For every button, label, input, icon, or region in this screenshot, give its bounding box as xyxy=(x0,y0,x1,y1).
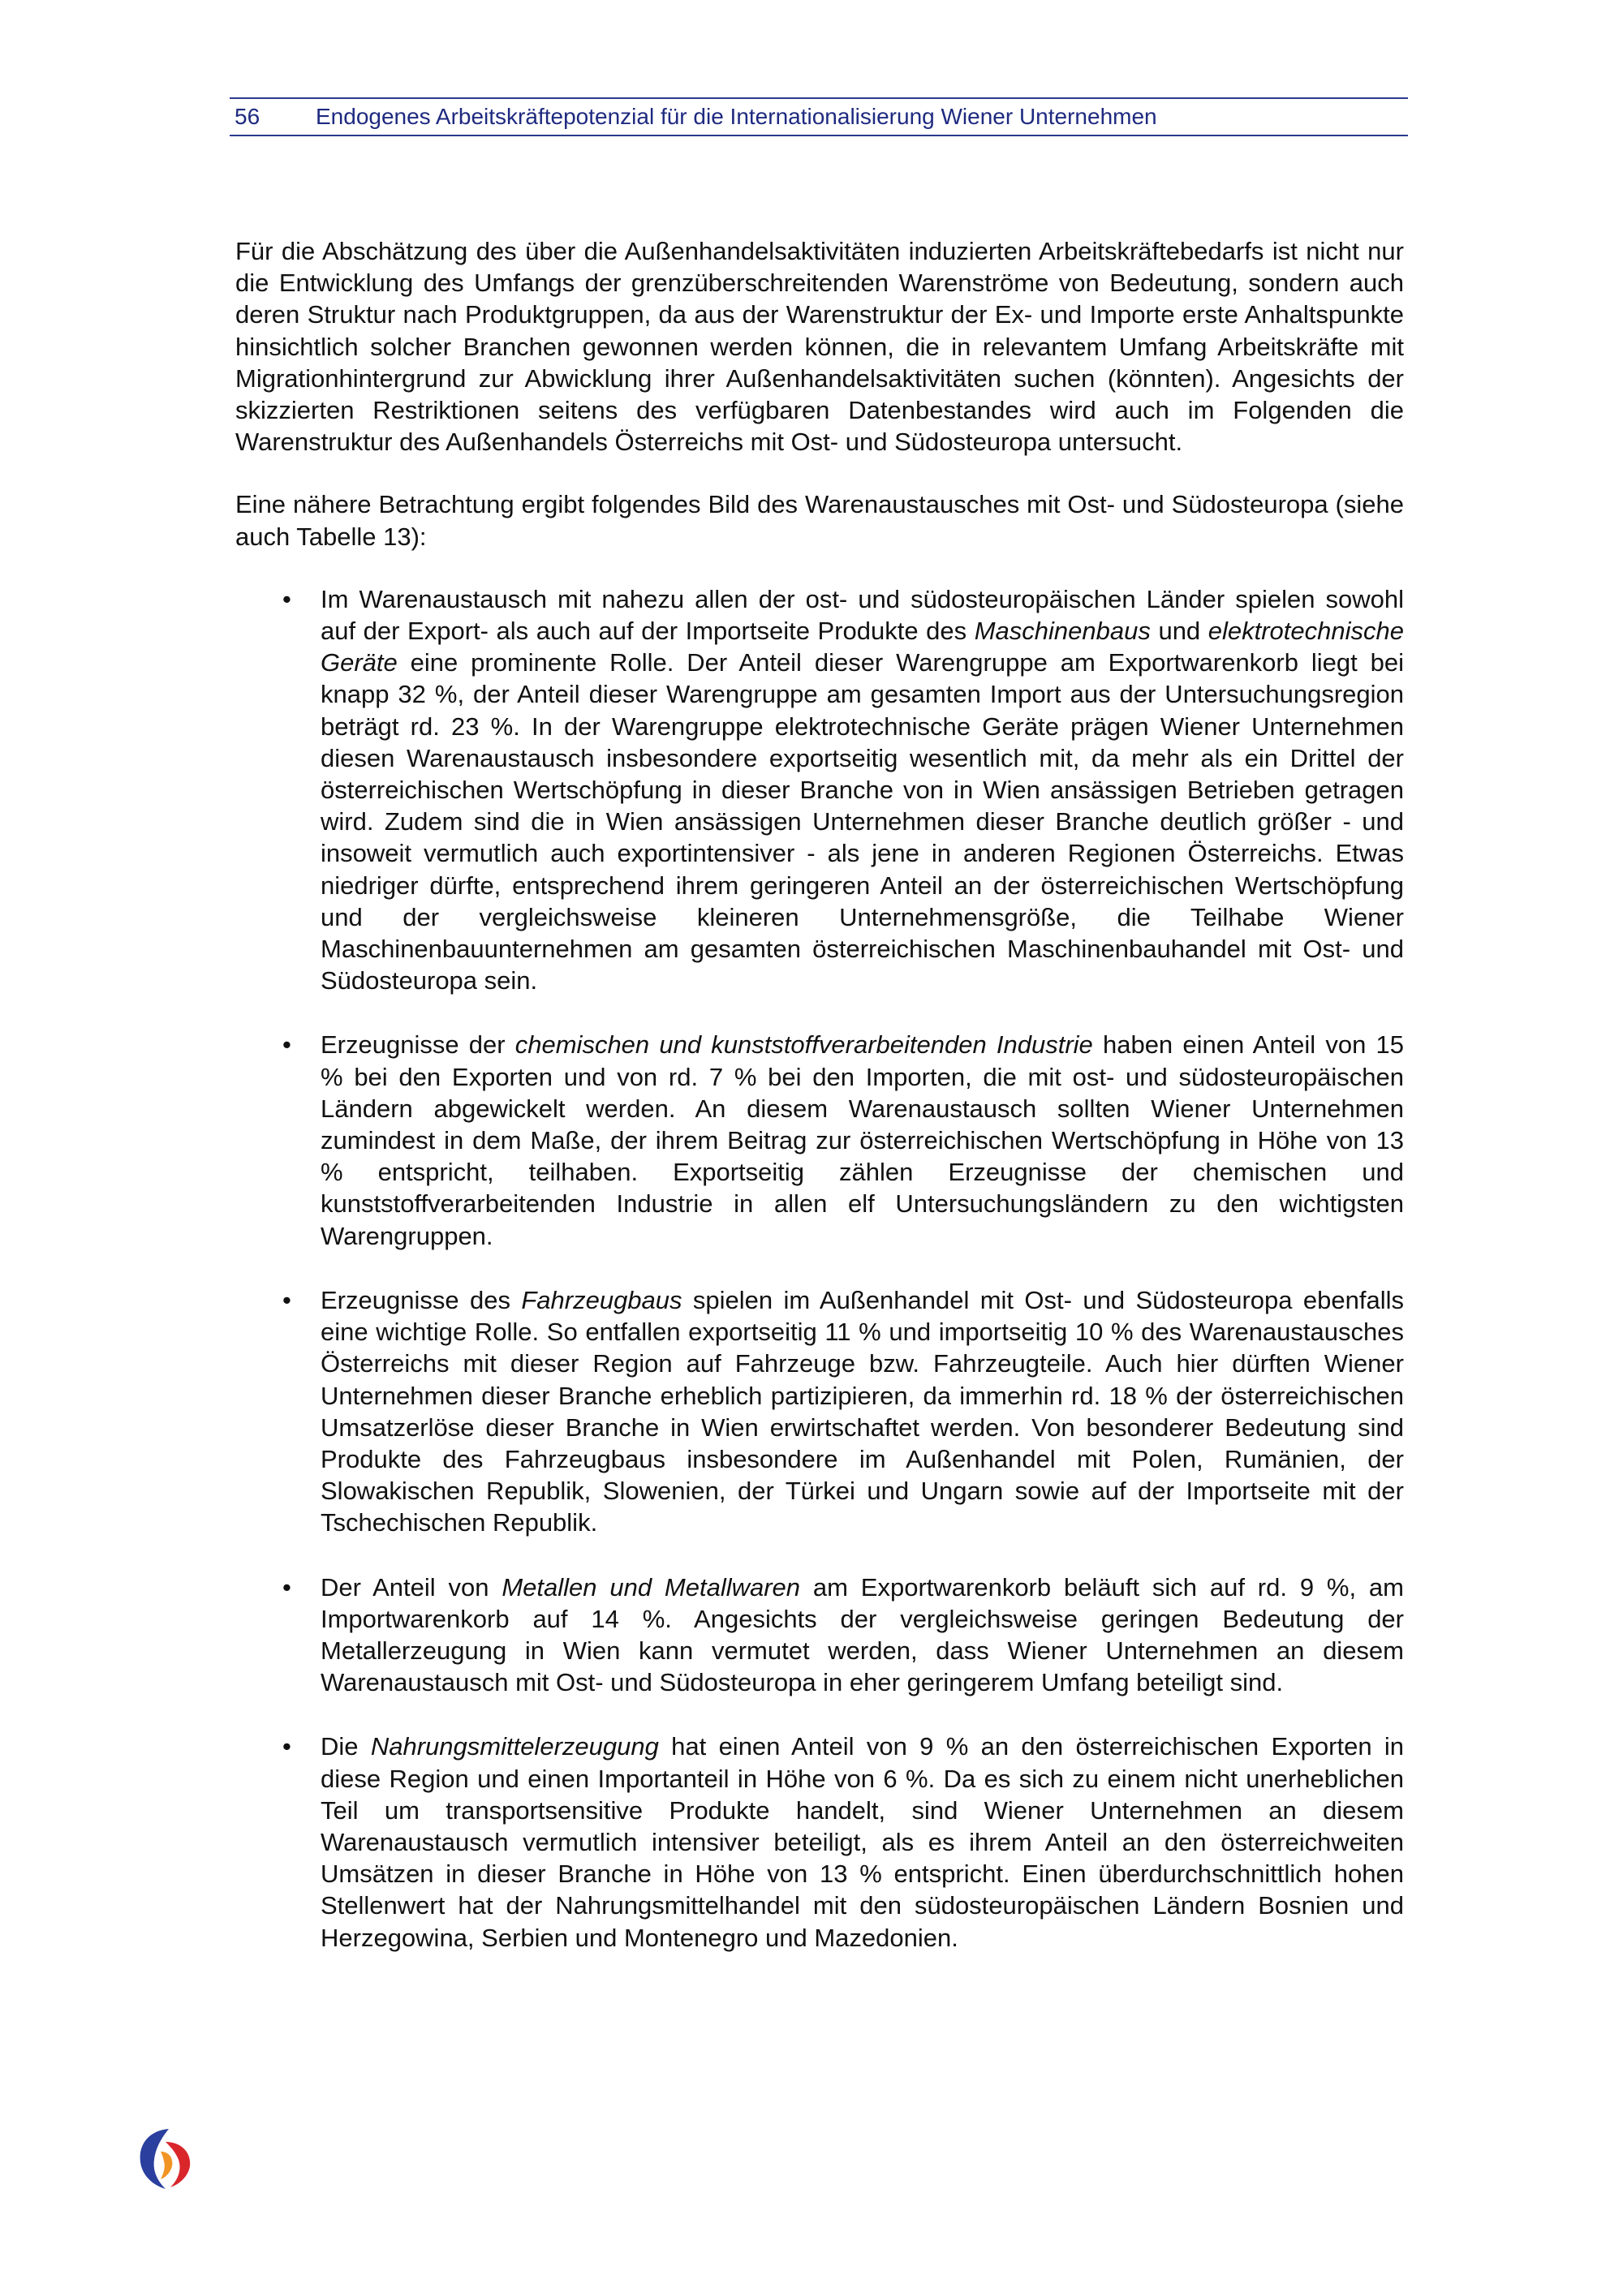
emphasized-term: chemischen und kunststoffverarbeitenden Industrie xyxy=(514,1030,1093,1060)
wifo-logo-icon xyxy=(133,2124,198,2191)
bullet-text: eine prominente Rolle. Der Anteil dieser Warengruppe am Exportwarenkorb liegt bei knapp 32 %, der Anteil dieser Warengruppe am gesamten Import aus der Untersuchungsregion beträgt rd. 23 %. In der Warengruppe elektrotechnische Geräte prägen Wiener Unternehmen diesen Warenaustausch insbesondere exportseitig wesentlich mit, da mehr als ein Drittel der österreichischen Wertschöpfung in dieser Branche von in Wien ansässigen Betrieben getragen wird. Zudem sind die in Wien ansässigen Unternehmen dieser Branche deutlich größer - und insoweit vermutlich auch exportintensiver - als jene in anderen Regionen Österreichs. Etwas niedriger dürfte, entsprechend ihrem geringeren Anteil an der österreichischen Wertschöpfung und der vergleichsweise kleineren Unternehmensgröße, die Teilhabe Wiener Maschinenbauunternehmen am gesamten österreichischen Maschinenbauhandel mit Ost- und Südosteuropa sein. xyxy=(321,648,1404,995)
emphasized-term: Metallen und Metallwaren xyxy=(502,1572,801,1602)
bullet-marker: • xyxy=(282,1030,291,1060)
intro-paragraph: Für die Abschätzung des über die Außenhandelsaktivitäten induzierten Arbeitskräftebedarfs ist nicht nur die Entwicklung des Umfangs der grenzüberschreitenden Warenströme von Bedeutung, sondern auch deren Struktur nach Produktgruppen, da aus der Warenstruktur der Ex- und Importe erste Anhaltspunkte hinsichtlich solcher Branchen gewonnen werden können, die in relevantem Umfang Arbeitskräfte mit Migrationhintergrund zur Abwicklung ihrer Außenhandelsaktivitäten suchen (könnten). Angesichts der skizzierten Restriktionen seitens des verfügbaren Datenbestandes wird auch im Folgenden die Warenstruktur des Außenhandels Österreichs mit Ost- und Südosteuropa untersucht. xyxy=(235,237,1404,457)
logo-graphic xyxy=(133,2124,198,2191)
header-title: Endogenes Arbeitskräftepotenzial für die Internationalisierung Wiener Unternehmen xyxy=(316,104,1157,129)
emphasized-term: Fahrzeugbaus xyxy=(521,1285,682,1314)
bullet-text: Erzeugnisse des xyxy=(321,1285,522,1314)
emphasized-term: elektrotechnische Geräte xyxy=(321,617,1404,677)
body-text xyxy=(235,235,1404,1986)
bullet-text: haben einen Anteil von 15 % bei den Exporten und von rd. 7 % bei den Importen, die mit ost- und südosteuropäischen Ländern abgewickelt werden. An diesem Warenaustausch sollten Wiener Unternehmen zumindest in dem Maße, der ihrem Beitrag zur österreichischen Wertschöpfung in Höhe von 13 % entspricht, teilhaben. Exportseitig zählen Erzeugnisse der chemischen und kunststoffverarbeitenden Industrie in allen elf Untersuchungsländern zu den wichtigsten Warengruppen. xyxy=(321,1030,1405,1250)
bullet-text: spielen im Außenhandel mit Ost- und Südosteuropa ebenfalls eine wichtige Rolle. So entfallen exportseitig 11 % und importseitig 10 % des Warenaustausches Österreichs mit dieser Region auf Fahrzeuge bzw. Fahrzeugteile. Auch hier dürften Wiener Unternehmen dieser Branche erheblich partizipieren, da immerhin rd. 18 % der österreichischen Umsatzerlöse dieser Branche in Wien erwirtschaftet werden. Von besonderer Bedeutung sind Produkte des Fahrzeugbaus insbesondere im Außenhandel mit Polen, Rumänien, der Slowakischen Republik, Slowenien, der Türkei und Ungarn sowie auf der Importseite mit der Tschechischen Republik. xyxy=(321,1285,1404,1537)
running-header xyxy=(230,97,1408,136)
page-number: 56 xyxy=(235,104,260,129)
bullet-item xyxy=(235,583,1404,997)
lead-in-paragraph: Eine nähere Betrachtung ergibt folgendes Bild des Warenaustausches mit Ost- und Südosteuropa (siehe auch Tabelle 13): xyxy=(235,490,1404,551)
bullet-marker: • xyxy=(282,1572,291,1602)
bullet-marker: • xyxy=(282,1285,291,1314)
bullet-marker: • xyxy=(282,1732,291,1761)
emphasized-term: Maschinenbaus xyxy=(974,617,1151,646)
bullet-text: und xyxy=(1150,617,1208,646)
bullet-text: Die xyxy=(321,1732,371,1761)
bullet-marker: • xyxy=(282,584,291,613)
bullet-item xyxy=(235,1731,1404,1953)
bullet-list xyxy=(235,583,1404,1954)
bullet-item xyxy=(235,1572,1404,1699)
bullet-text: Im Warenaustausch mit nahezu allen der ost- und südosteuropäischen Länder spielen sowohl auf der Export- als auch auf der Importseite Produkte des xyxy=(321,584,1404,646)
bullet-item xyxy=(235,1284,1404,1539)
bullet-text: Erzeugnisse der xyxy=(321,1030,515,1060)
bullet-text: Der Anteil von xyxy=(321,1572,502,1602)
bullet-text: am Exportwarenkorb beläuft sich auf rd. 9 %, am Importwarenkorb auf 14 %. Angesichts der vergleichsweise geringen Bedeutung der Metallerzeugung in Wien kann vermutet werden, dass Wiener Unternehmen an diesem Warenaustausch mit Ost- und Südosteuropa in eher geringerem Umfang beteiligt sind. xyxy=(321,1572,1404,1697)
bullet-item xyxy=(235,1029,1404,1251)
bullet-text: hat einen Anteil von 9 % an den österreichischen Exporten in diese Region und einen Importanteil in Höhe von 6 %. Da es sich zu einem nicht unerheblichen Teil um transportsensitive Produkte handelt, sind Wiener Unternehmen an diesem Warenaustausch vermutlich intensiver beteiligt, als es ihrem Anteil an den österreichweiten Umsätzen in dieser Branche in Höhe von 13 % entspricht. Einen überdurchschnittlich hohen Stellenwert hat der Nahrungsmittelhandel mit den südosteuropäischen Ländern Bosnien und Herzegowina, Serbien und Montenegro und Mazedonien. xyxy=(321,1732,1404,1952)
emphasized-term: Nahrungsmittelerzeugung xyxy=(370,1732,659,1761)
